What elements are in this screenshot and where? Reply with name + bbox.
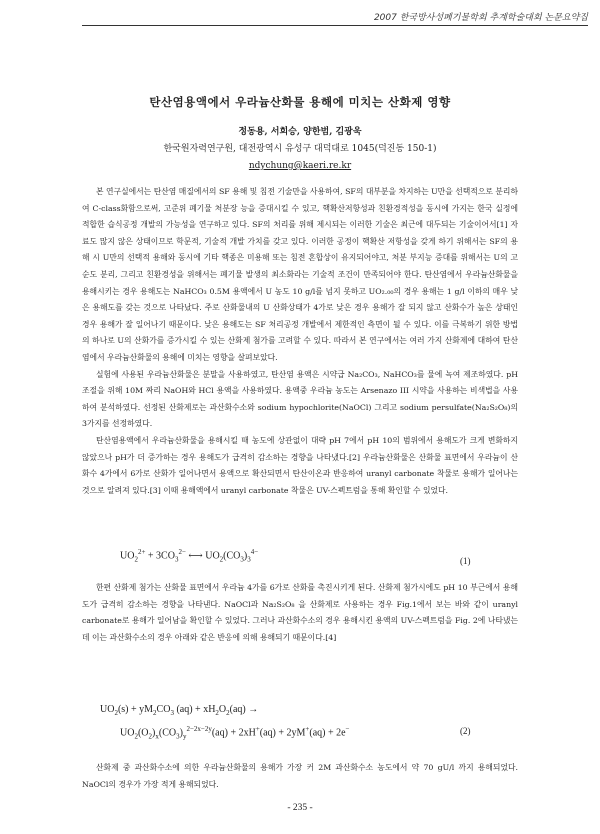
- equation-1: $UO_2^{2+} + 3CO_3^{2-}$ ⟷ $UO_2(CO_3)_3^{4-}$: [120, 548, 259, 564]
- paper-title: 탄산염용액에서 우라늄산화물 용해에 미치는 산화제 영향: [149, 95, 451, 109]
- paragraph: 산화제 중 과산화수소에 의한 우라늄산화물의 용해가 가장 커 2M 과산화수소 농도에서 약 70 gU/l 까지 용해되었다. NaOCl의 경우가 가장 적게 용해되었다.: [82, 763, 518, 789]
- author-names: 정동용, 서희승, 양한범, 김광욱: [238, 127, 362, 137]
- body-text-3: [82, 760, 518, 793]
- conference-header: 2007 한국방사성폐기물학회 추계학술대회 논문요약집: [373, 13, 588, 23]
- equation-2-number: (2): [460, 726, 471, 736]
- equation-1-number: (1): [460, 556, 471, 566]
- author-block: [0, 124, 600, 175]
- paragraph: 한편 산화제 첨가는 산화물 표면에서 우라늄 4가를 6가로 산화를 촉진시키게 된다. 산화제 첨가시에도 pH 10 부근에서 용해도가 급격히 감소하는 경향을 나타낸다. NaOCl과 Na₂S₂O₈ 을 산화제로 사용하는 경우 Fig.1에서 보는 바와 같이 uranyl carbonate로 용해가 일어남을 확인할 수 있었다. 그러나 과산화수소의 경우 용해시킨 용액의 UV-스펙트럼을 Fig. 2에 나타냈는데 이는 과산화수소의 경우 아래와 같은 반응에 의해 용해되기 때문이다.[4]: [82, 583, 518, 642]
- paragraph: 탄산염용액에서 우라늄산화물을 용해시킬 때 농도에 상관없이 대략 pH 7에서 pH 10의 범위에서 용해도가 크게 변화하지 않았으나 pH가 더 증가하는 경우 용해도가 급격히 감소하는 경향을 나타냈다.[2] 우라늄산화물은 산화물 표면에서 우라늄이 산화수 4가에서 6가로 산화가 일어나면서 용액으로 확산되면서 탄산이온과 반응하여 uranyl carbonate 착물로 용해가 일어나는 것으로 알려져 있다.[3] 이때 용해액에서 uranyl carbonate 착물은 UV-스펙트럼을 통해 확인할 수 있었다.: [82, 435, 518, 495]
- body-text-2: [82, 580, 518, 646]
- equation-2: $UO_2(s) + yM_2CO_3$ $(aq) + xH_2O_2(aq)$ → $UO_2(O_2)_x(CO_3)_y^{2-2x-2y}(aq) + 2xH^+(aq) + 2yM^+(aq) + 2e^-$: [100, 704, 350, 741]
- author-email[interactable]: ndychung@kaeri.re.kr: [248, 161, 352, 171]
- paragraph: 본 연구실에서는 탄산염 매질에서의 SF 용해 및 침전 기술만을 사용하여, SF의 대부분을 차지하는 U만을 선택적으로 분리하여 C-class화함으로써, 고준위 폐기물 처분장 능을 증대시킬 수 있고, 핵확산저항성과 친환경적성을 동시에 가지는 한국 실정에 적합한 습식공정 개발의 가능성을 연구하고 있다. SF의 처리를 위해 제시되는 이러한 기술은 최근에 대두되는 기술이어서[1] 자료도 많지 않은 상태이므로 학문적, 기술적 개발 가치를 갖고 있다. 이러한 공정이 핵확산 저항성을 갖게 하기 위해서는 SF의 용해 시 U만의 선택적 용해와 동시에 기타 핵종은 미용해 또는 침전 혼합상이 유지되어야고, 처분 부지능 증대를 위해서는 U의 고순도 분리, 그리고 친환경성을 위해서는 폐기물 발생의 최소화라는 기술적 조건이 만족되어야 한다. 탄산염에서 우라늄산화물을 용해시키는 경우 용해도는 NaHCO₃ 0.5M 용액에서 U 농도 10 g/l를 넘지 못하고 UO₂.₀₀의 경우 용해는 1 g/l 이하의 매우 낮은 용해도를 갖는 것으로 나타났다. 주로 산화물내의 U 산화상태가 4가로 낮은 경우 용해가 잘 되지 않고 산화수가 높은 상태인 경우 용해가 잘 일어나기 때문이다. 낮은 용해도는 SF 처리공정 개발에서 제한적인 측면이 될 수 있다. 이를 극복하기 위한 방법의 하나로 U의 산화가를 증가시킬 수 있는 산화제 첨가를 고려할 수 있다. 따라서 본 연구에서는 여러 가지 산화제에 대하여 탄산염에서 우라늄산화물의 용해에 미치는 영향을 살펴보았다.: [82, 187, 518, 362]
- author-affiliation: 한국원자력연구원, 대전광역시 유성구 대덕대로 1045(덕진동 150-1): [163, 144, 437, 154]
- page-number: - 235 -: [287, 803, 313, 813]
- body-text: [82, 184, 518, 499]
- paragraph: 실험에 사용된 우라늄산화물은 분말을 사용하였고, 탄산염 용액은 시약급 Na₂CO₃, NaHCO₃를 물에 녹여 제조하였다. pH 조절을 위해 10M 짜리 NaOH와 HCl 용액을 사용하였다. 용액중 우라늄 농도는 Arsenazo III 시약을 사용하는 비색법을 사용하여 분석하였다. 선정된 산화제로는 과산화수소와 sodium hypochlorite(NaOCl) 그리고 sodium persulfate(Na₂S₂O₈)의 3가지를 선정하였다.: [82, 369, 518, 429]
- header-rule: [82, 25, 588, 26]
